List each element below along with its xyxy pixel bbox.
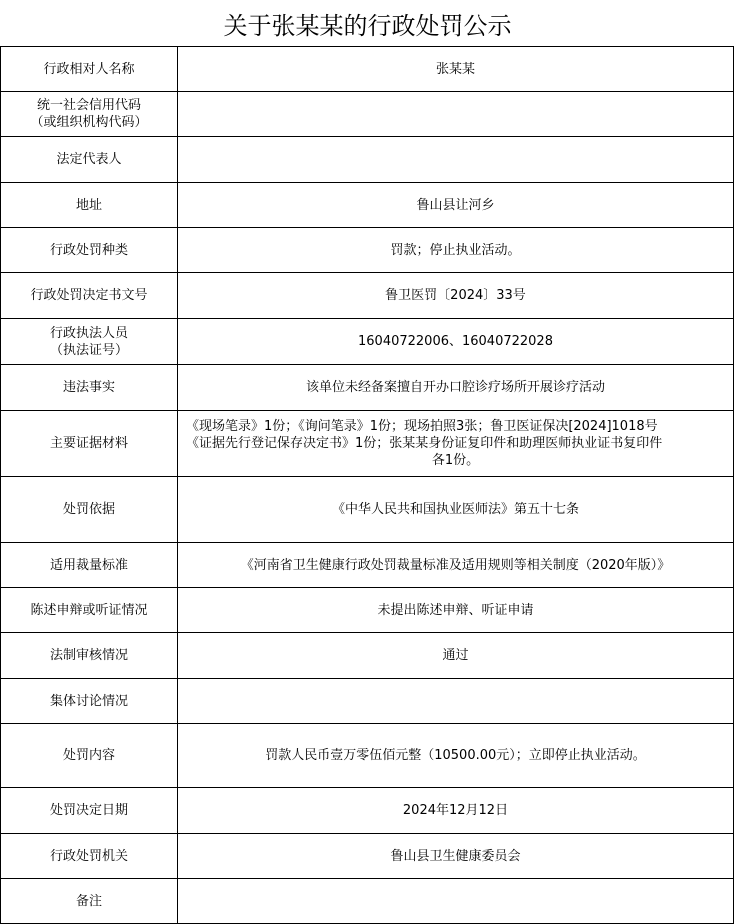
row-label-authority: 行政处罚机关	[1, 834, 178, 879]
table-row	[1, 273, 734, 319]
row-value-enforcement-officers: 16040722006、16040722028	[178, 319, 734, 365]
row-value-decision-date: 2024年12月12日	[178, 788, 734, 834]
row-value-group-discussion	[178, 679, 734, 724]
table-row	[1, 588, 734, 633]
row-label-group-discussion: 集体讨论情况	[1, 679, 178, 724]
label-line: 行政执法人员	[49, 325, 128, 341]
row-label-legal-review: 法制审核情况	[1, 633, 178, 679]
table-row	[1, 477, 734, 543]
row-value-party-name: 张某某	[178, 47, 734, 92]
label-line: （执法证号）	[49, 342, 128, 358]
table-row	[1, 834, 734, 879]
row-value-legal-basis: 《中华人民共和国执业医师法》第五十七条	[178, 477, 734, 543]
row-label-credit-code	[1, 92, 178, 137]
row-value-legal-review: 通过	[178, 633, 734, 679]
row-value-credit-code	[178, 92, 734, 137]
evidence-line: 《现场笔录》1份；《询问笔录》1份；现场拍照3张；鲁卫医证保决[2024]1018号	[186, 419, 658, 434]
table-row	[1, 228, 734, 273]
row-value-discretion-standard: 《河南省卫生健康行政处罚裁量标准及适用规则等相关制度（2020年版）》	[178, 543, 734, 588]
row-value-hearing: 未提出陈述申辩、听证申请	[178, 588, 734, 633]
evidence-line: 各1份。	[431, 453, 480, 468]
table-row	[1, 879, 734, 924]
table-row	[1, 724, 734, 788]
table-row	[1, 788, 734, 834]
row-label-decision-number: 行政处罚决定书文号	[1, 273, 178, 319]
row-label-illegal-facts: 违法事实	[1, 365, 178, 411]
label-line: 统一社会信用代码	[36, 98, 141, 113]
page-title: 关于张某某的行政处罚公示	[223, 11, 512, 40]
table-row	[1, 411, 734, 477]
row-label-penalty-content: 处罚内容	[1, 724, 178, 788]
row-value-legal-rep	[178, 137, 734, 183]
row-label-discretion-standard: 适用裁量标准	[1, 543, 178, 588]
table-row	[1, 679, 734, 724]
evidence-line: 《证据先行登记保存决定书》1份；张某某身份证复印件和助理医师执业证书复印件	[186, 436, 663, 451]
table-row	[1, 543, 734, 588]
table-row	[1, 47, 734, 92]
table-row	[1, 319, 734, 365]
table-row	[1, 92, 734, 137]
row-label-penalty-type: 行政处罚种类	[1, 228, 178, 273]
table-row	[1, 137, 734, 183]
row-label-party-name: 行政相对人名称	[1, 47, 178, 92]
row-value-address: 鲁山县让河乡	[178, 183, 734, 228]
row-value-penalty-type: 罚款；停止执业活动。	[178, 228, 734, 273]
row-value-authority: 鲁山县卫生健康委员会	[178, 834, 734, 879]
row-label-enforcement-officers	[1, 319, 178, 365]
row-label-remarks: 备注	[1, 879, 178, 924]
table-row	[1, 365, 734, 411]
row-label-evidence: 主要证据材料	[1, 411, 178, 477]
row-label-hearing: 陈述申辩或听证情况	[1, 588, 178, 633]
label-line: （或组织机构代码）	[30, 115, 148, 130]
row-label-legal-rep: 法定代表人	[1, 137, 178, 183]
row-label-legal-basis: 处罚依据	[1, 477, 178, 543]
row-value-evidence	[178, 411, 734, 477]
table-row	[1, 183, 734, 228]
row-label-address: 地址	[1, 183, 178, 228]
penalty-table	[0, 46, 734, 924]
evidence-text	[184, 418, 727, 469]
row-value-decision-number: 鲁卫医罚〔2024〕33号	[178, 273, 734, 319]
row-label-decision-date: 处罚决定日期	[1, 788, 178, 834]
row-value-penalty-content: 罚款人民币壹万零伍佰元整（10500.00元）；立即停止执业活动。	[178, 724, 734, 788]
row-value-remarks	[178, 879, 734, 924]
row-value-illegal-facts: 该单位未经备案擅自开办口腔诊疗场所开展诊疗活动	[178, 365, 734, 411]
table-row	[1, 633, 734, 679]
